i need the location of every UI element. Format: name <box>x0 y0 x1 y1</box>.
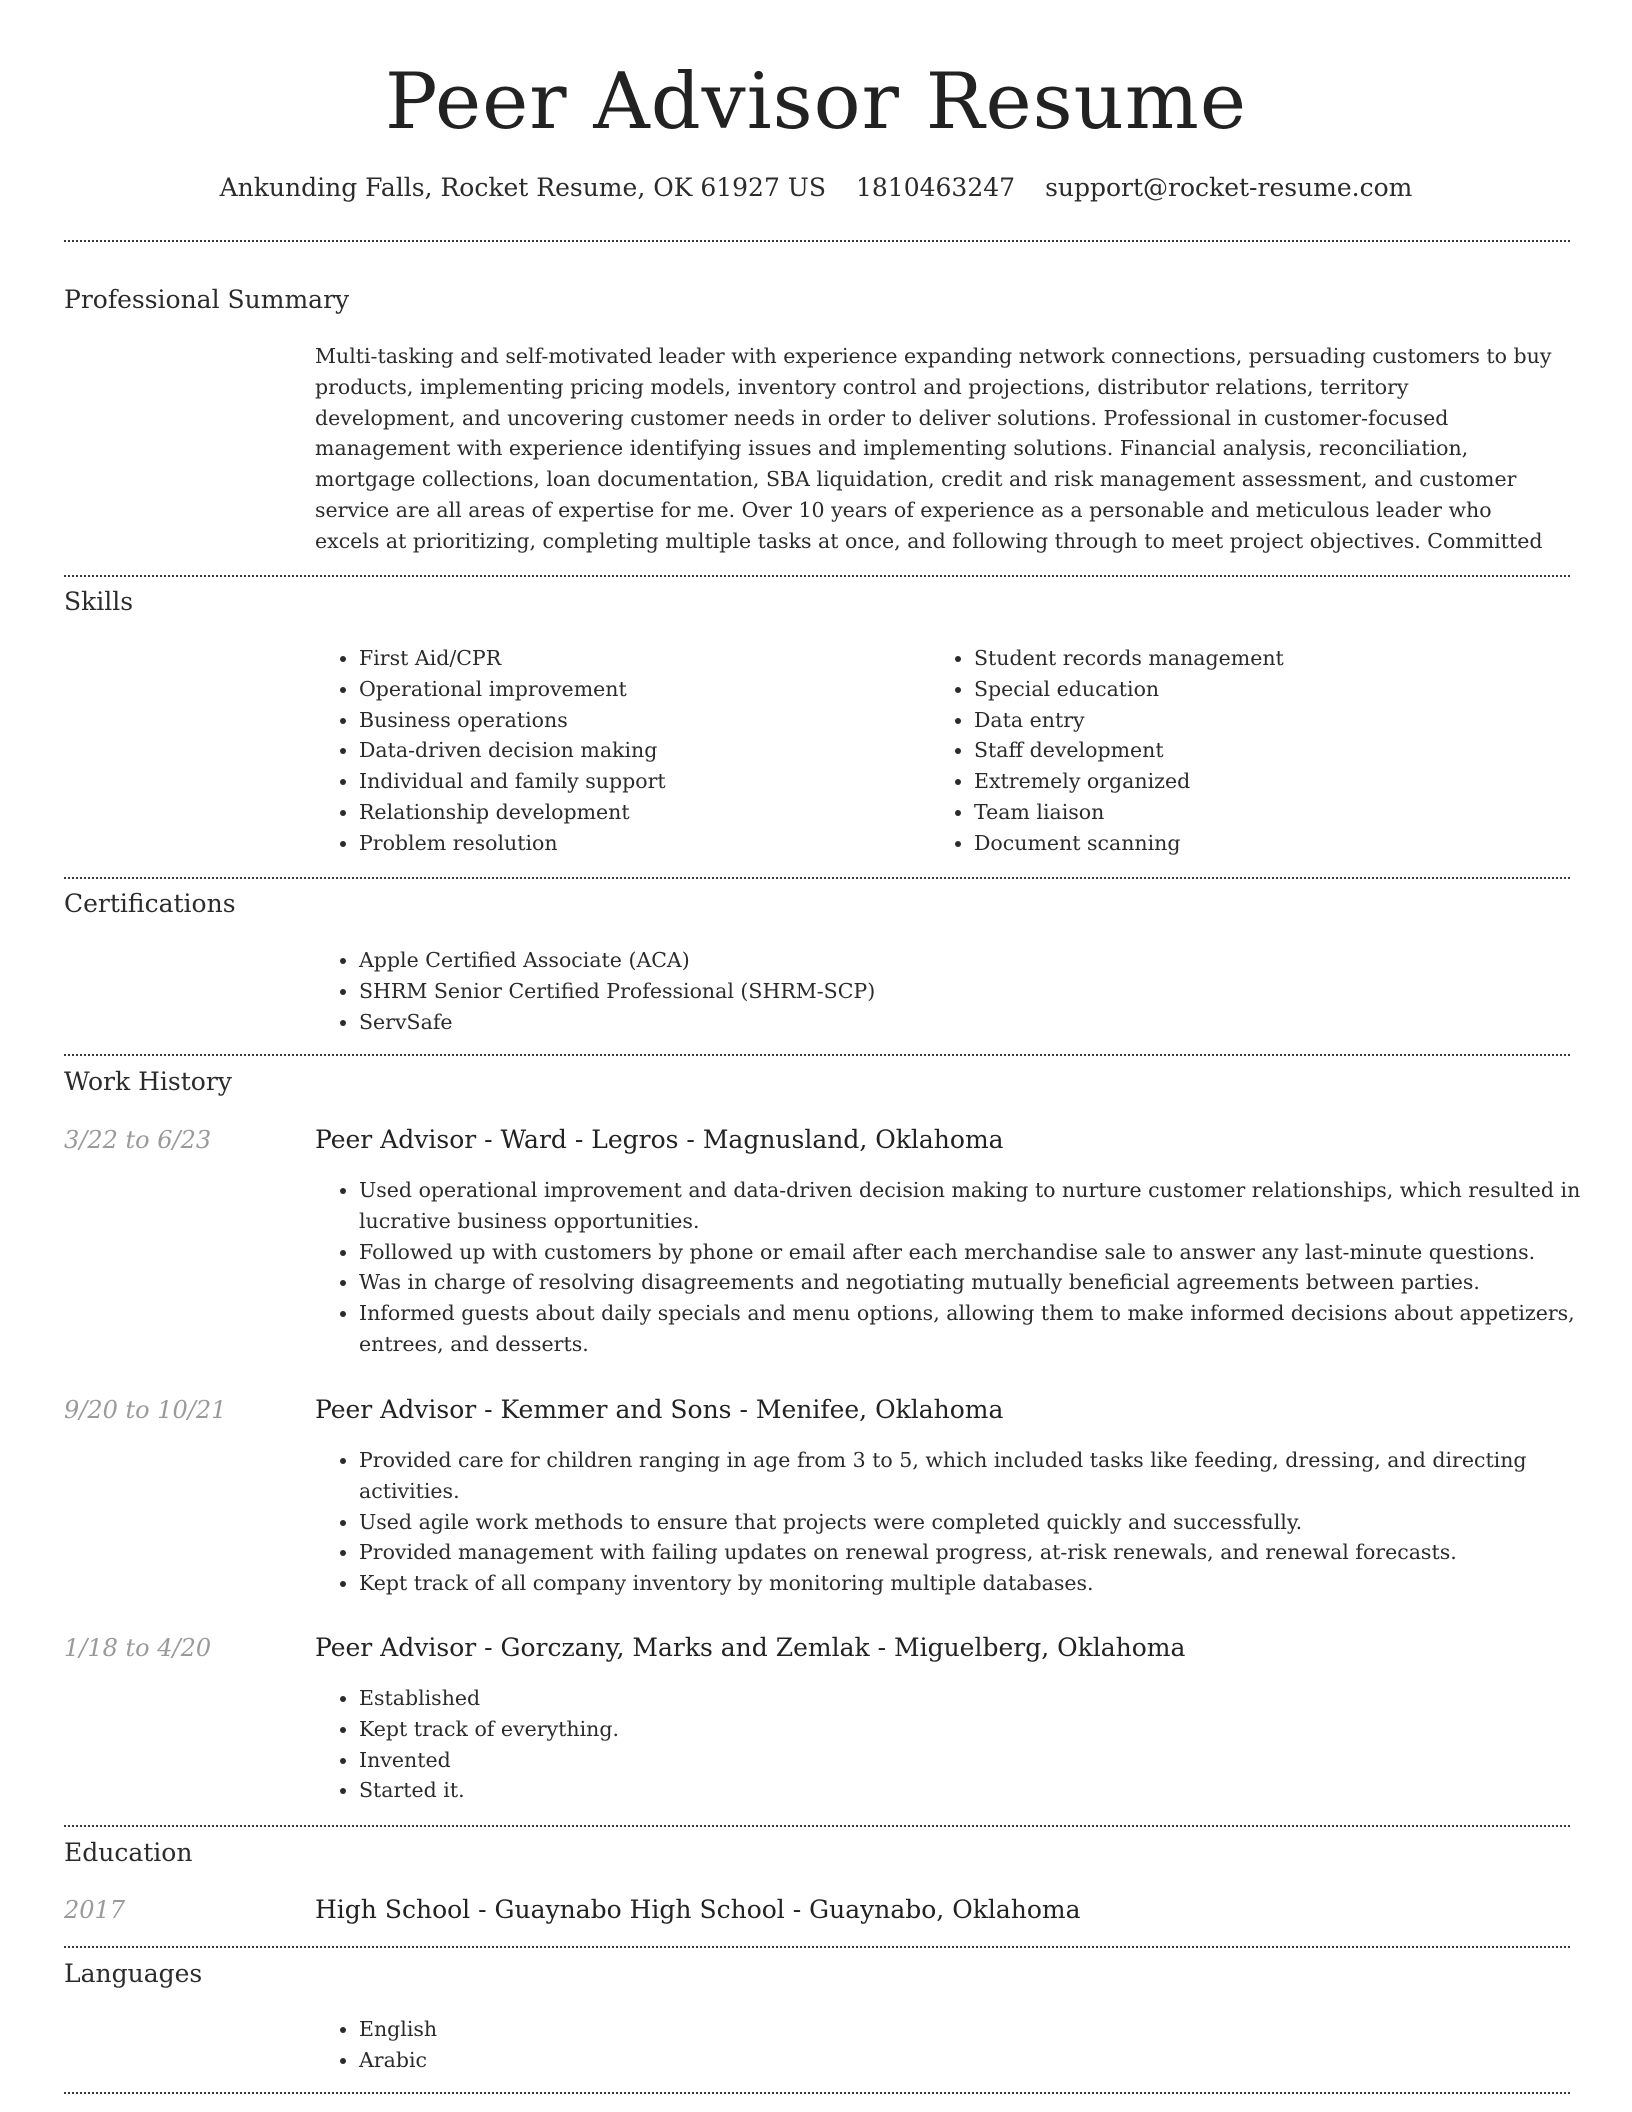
job-bullet: • Started it. <box>359 1775 1599 1806</box>
section-heading-skills: Skills <box>64 587 134 616</box>
job-bullet: • Used operational improvement and data-driven decision making to nurture customer relationships, which resulted in lucrative business opportunities. <box>359 1175 1599 1237</box>
section-heading-work-history: Work History <box>64 1067 232 1096</box>
job-dates: 3/22 to 6/23 <box>64 1126 212 1154</box>
divider <box>64 1825 1570 1827</box>
skill-item: • Individual and family support <box>359 766 919 797</box>
job-bullet: • Was in charge of resolving disagreements and negotiating mutually beneficial agreements between parties. <box>359 1267 1599 1298</box>
job-bullets <box>315 1445 1599 1599</box>
job-bullets <box>315 1683 1599 1806</box>
contact-line <box>0 170 1632 206</box>
divider <box>64 1946 1570 1948</box>
divider <box>64 575 1570 577</box>
contact-address: Ankunding Falls, Rocket Resume, OK 61927 US <box>219 173 826 202</box>
section-heading-summary: Professional Summary <box>64 285 350 314</box>
divider <box>64 240 1570 242</box>
skill-item: • Data entry <box>974 705 1534 736</box>
education-entry: High School - Guaynabo High School - Guaynabo, Oklahoma <box>315 1895 1081 1924</box>
skills-list-left <box>315 643 919 859</box>
certification-item: • ServSafe <box>359 1007 1559 1038</box>
section-heading-languages: Languages <box>64 1959 203 1988</box>
skills-list-right <box>930 643 1534 859</box>
divider <box>64 2092 1570 2094</box>
job-title: Peer Advisor - Ward - Legros - Magnusland, Oklahoma <box>315 1125 1004 1154</box>
job-bullet: • Informed guests about daily specials and menu options, allowing them to make informed decisions about appetizers, entrees, and desserts. <box>359 1298 1599 1360</box>
skill-item: • Problem resolution <box>359 828 919 859</box>
job-title: Peer Advisor - Gorczany, Marks and Zemlak - Miguelberg, Oklahoma <box>315 1633 1186 1662</box>
language-item: • English <box>359 2014 959 2045</box>
skill-item: • Business operations <box>359 705 919 736</box>
job-title: Peer Advisor - Kemmer and Sons - Menifee, Oklahoma <box>315 1395 1004 1424</box>
contact-phone: 1810463247 <box>856 173 1016 202</box>
skill-item: • Team liaison <box>974 797 1534 828</box>
education-year: 2017 <box>64 1896 126 1924</box>
page-title: Peer Advisor Resume <box>385 57 1247 147</box>
job-bullet: • Followed up with customers by phone or email after each merchandise sale to answer any last-minute questions. <box>359 1237 1599 1268</box>
skill-item: • Special education <box>974 674 1534 705</box>
skill-item: • Staff development <box>974 735 1534 766</box>
job-bullet: • Provided care for children ranging in age from 3 to 5, which included tasks like feeding, dressing, and directing activities. <box>359 1445 1599 1507</box>
divider <box>64 877 1570 879</box>
job-bullet: • Kept track of everything. <box>359 1714 1599 1745</box>
job-bullet: • Provided management with failing updates on renewal progress, at-risk renewals, and renewal forecasts. <box>359 1537 1599 1568</box>
language-item: • Arabic <box>359 2045 959 2076</box>
section-heading-education: Education <box>64 1838 193 1867</box>
skill-item: • Data-driven decision making <box>359 735 919 766</box>
divider <box>64 1054 1570 1056</box>
languages-list <box>315 2014 959 2076</box>
job-bullet: • Used agile work methods to ensure that projects were completed quickly and successfully. <box>359 1507 1599 1538</box>
certification-item: • Apple Certified Associate (ACA) <box>359 945 1559 976</box>
certification-item: • SHRM Senior Certified Professional (SHRM-SCP) <box>359 976 1559 1007</box>
skill-item: • Extremely organized <box>974 766 1534 797</box>
summary-text: Multi-tasking and self-motivated leader with experience expanding network connections, persuading customers to buy products, implementing pricing models, inventory control and projections, distributor relations, territory development, and uncovering customer needs in order to deliver solutions. Professional in customer-focused management with experience identifying issues and implementing solutions. Financial analysis, reconciliation, mortgage collections, loan documentation, SBA liquidation, credit and risk management assessment, and customer service are all areas of expertise for me. Over 10 years of experience as a personable and meticulous leader who excels at prioritizing, completing multiple tasks at once, and following through to meet project objectives. Committed <box>315 344 1552 553</box>
skill-item: • Relationship development <box>359 797 919 828</box>
skill-item: • Student records management <box>974 643 1534 674</box>
skill-item: • Document scanning <box>974 828 1534 859</box>
job-bullets <box>315 1175 1599 1360</box>
skill-item: • First Aid/CPR <box>359 643 919 674</box>
job-dates: 9/20 to 10/21 <box>64 1396 227 1424</box>
job-dates: 1/18 to 4/20 <box>64 1634 212 1662</box>
job-bullet: • Kept track of all company inventory by monitoring multiple databases. <box>359 1568 1599 1599</box>
job-bullet: • Invented <box>359 1745 1599 1776</box>
skill-item: • Operational improvement <box>359 674 919 705</box>
section-heading-certifications: Certifications <box>64 889 236 918</box>
contact-email: support@rocket-resume.com <box>1045 173 1413 202</box>
job-bullet: • Established <box>359 1683 1599 1714</box>
certifications-list <box>315 945 1559 1037</box>
